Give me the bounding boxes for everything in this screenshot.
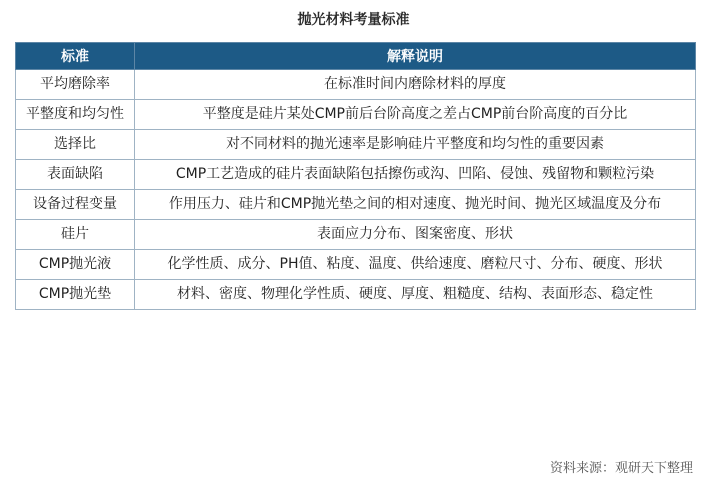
explanation-cell: 表面应力分布、图案密度、形状 <box>135 220 696 250</box>
explanation-cell: CMP工艺造成的硅片表面缺陷包括擦伤或沟、凹陷、侵蚀、残留物和颗粒污染 <box>135 160 696 190</box>
standard-cell: 设备过程变量 <box>16 190 135 220</box>
standard-cell: 硅片 <box>16 220 135 250</box>
header-standard: 标准 <box>16 43 135 70</box>
source-note: 资料来源：观研天下整理 <box>549 461 693 476</box>
standard-cell: 平整度和均匀性 <box>16 100 135 130</box>
standard-cell: 选择比 <box>16 130 135 160</box>
standards-table <box>15 42 696 310</box>
table-row <box>16 160 696 190</box>
explanation-cell: 作用压力、硅片和CMP抛光垫之间的相对速度、抛光时间、抛光区域温度及分布 <box>135 190 696 220</box>
table-title: 抛光材料考量标准 <box>297 12 410 28</box>
table-row <box>16 100 696 130</box>
explanation-cell: 在标准时间内磨除材料的厚度 <box>135 70 696 100</box>
table-row <box>16 190 696 220</box>
header-explanation: 解释说明 <box>135 43 696 70</box>
standard-cell: CMP抛光垫 <box>16 280 135 310</box>
standard-cell: CMP抛光液 <box>16 250 135 280</box>
table-row <box>16 70 696 100</box>
header-row <box>16 43 696 70</box>
explanation-cell: 对不同材料的抛光速率是影响硅片平整度和均匀性的重要因素 <box>135 130 696 160</box>
table-row <box>16 280 696 310</box>
table-row <box>16 130 696 160</box>
explanation-cell: 材料、密度、物理化学性质、硬度、厚度、粗糙度、结构、表面形态、稳定性 <box>135 280 696 310</box>
explanation-cell: 平整度是硅片某处CMP前后台阶高度之差占CMP前台阶高度的百分比 <box>135 100 696 130</box>
standard-cell: 表面缺陷 <box>16 160 135 190</box>
table-row <box>16 250 696 280</box>
standard-cell: 平均磨除率 <box>16 70 135 100</box>
table-row <box>16 220 696 250</box>
explanation-cell: 化学性质、成分、PH值、粘度、温度、供给速度、磨粒尺寸、分布、硬度、形状 <box>135 250 696 280</box>
